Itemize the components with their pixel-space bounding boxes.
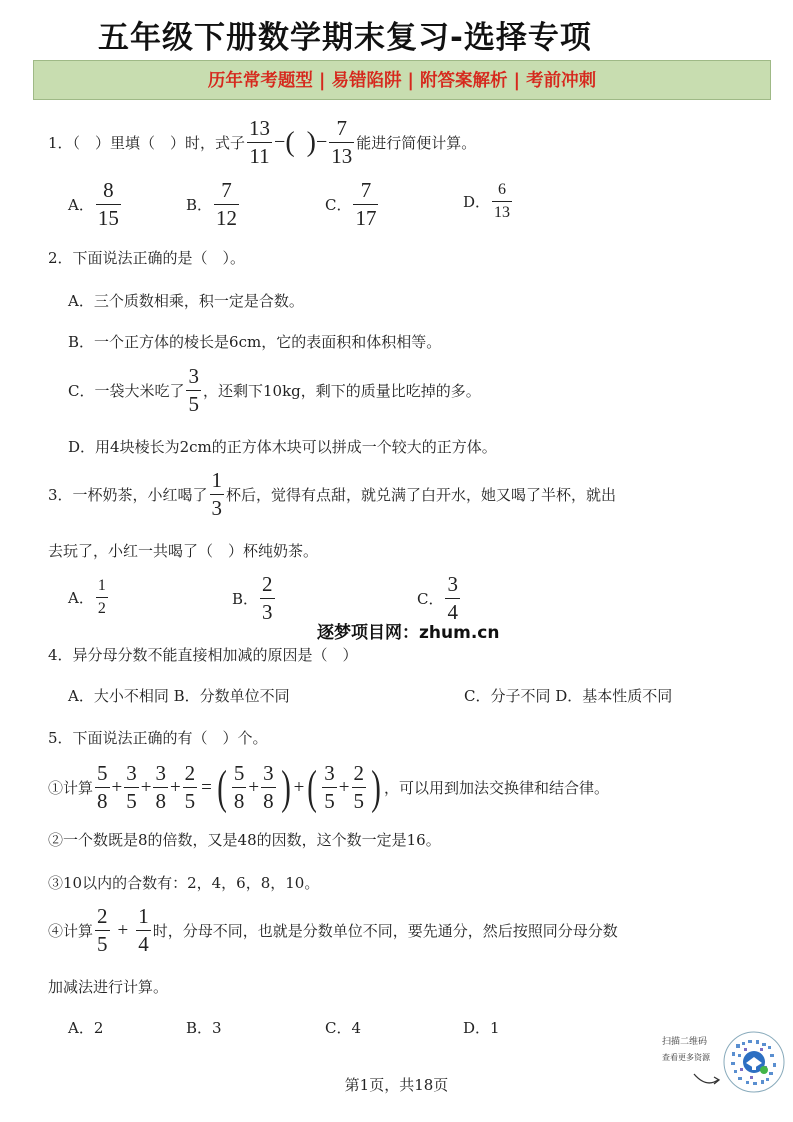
- q1-option-d: D． $\frac{6}{13}$: [463, 181, 511, 221]
- q5-statement-3: ③10以内的合数有：2，4，6，8，10。: [48, 874, 320, 892]
- q1-text-pre: 1．（ ）里填（ ）时，式子: [48, 134, 246, 152]
- qr-code-block[interactable]: [662, 1030, 787, 1112]
- q2-option-c: C．一袋大米吃了 $\frac{3}{5}$ ，还剩下10kg，剩下的质量比吃掉的多。: [68, 364, 481, 416]
- q4-options-cd: C．分子不同 D．基本性质不同: [464, 687, 673, 705]
- q5-option-c: C．4: [325, 1019, 362, 1037]
- q1-fraction-1: $\frac{13}{11}$: [249, 116, 271, 168]
- q5-option-b: B．3: [186, 1019, 222, 1037]
- q3-option-c: C． $\frac{3}{4}$: [417, 572, 458, 624]
- question-5-stem: 5．下面说法正确的有（ ）个。: [48, 729, 268, 747]
- q5-statement-2: ②一个数既是8的倍数，又是48的因数，这个数一定是16。: [48, 831, 441, 849]
- subtitle-banner: 历年常考题型 | 易错陷阱 | 附答案解析 | 考前冲刺: [33, 60, 771, 100]
- q5-statement-4-line-2: 加减法进行计算。: [48, 978, 169, 996]
- q5-statement-1: ①计算 $\frac{5}{8}$ + $\frac{3}{5}$ + $\frac{3}{8}$ + $\frac{2}{5}$ = ( $\frac{5}{8}$ + $\frac{3}{8}$ ) + ( $\frac{3}{5}$ + $\frac{2}{5}$ ) ，可以用到加法交换律和结合律。: [48, 761, 609, 814]
- q5-statement-4: ④计算 $\frac{2}{5}$ + $\frac{1}{4}$ 时，分母不同，也就是分数单位不同，要先通分，然后按照同分母分数: [48, 904, 618, 956]
- q1-right-paren: ): [306, 126, 316, 158]
- q1-minus-2: −: [315, 131, 328, 153]
- q1-option-c: C． $\frac{7}{17}$: [325, 178, 377, 230]
- q1-left-paren: (: [285, 126, 295, 158]
- question-2-stem: 2．下面说法正确的是（ ）。: [48, 249, 246, 267]
- qr-caption-2: 查看更多资源: [662, 1053, 710, 1062]
- page-footer: 第1页，共18页: [344, 1076, 449, 1094]
- q2-option-b: B．一个正方体的棱长是6cm，它的表面积和体积相等。: [68, 333, 442, 351]
- q4-options-ab: A．大小不相同 B．分数单位不同: [68, 687, 290, 705]
- q2-option-a: A．三个质数相乘，积一定是合数。: [68, 292, 304, 310]
- watermark-text: 逐梦项目网：zhum.cn: [317, 623, 500, 643]
- q5-option-d: D．1: [463, 1019, 500, 1037]
- q5-option-a: A．2: [68, 1019, 104, 1037]
- page-title: 五年级下册数学期末复习-选择专项: [98, 20, 592, 56]
- qr-code-icon: [722, 1030, 786, 1094]
- q1-text-post: 能进行简便计算。: [356, 134, 477, 152]
- q1-fraction-2: $\frac{7}{13}$: [331, 116, 353, 168]
- q3-option-a: A． $\frac{1}{2}$: [68, 577, 106, 617]
- question-3-line-2: 去玩了，小红一共喝了（ ）杯纯奶茶。: [48, 542, 319, 560]
- q2-option-d: D．用4块棱长为2cm的正方体木块可以拼成一个较大的正方体。: [68, 438, 497, 456]
- question-4-stem: 4．异分母分数不能直接相加减的原因是（ ）: [48, 646, 358, 664]
- q1-option-b: B． $\frac{7}{12}$: [186, 178, 238, 230]
- question-3-stem: 3．一杯奶茶，小红喝了 $\frac{1}{3}$ 杯后，觉得有点甜，就兑满了白开水，她又喝了半杯，就出: [48, 468, 617, 520]
- q1-minus-1: −: [274, 131, 286, 153]
- q1-option-a: A． $\frac{8}{15}$: [68, 178, 119, 230]
- arrow-icon: [692, 1070, 722, 1090]
- q3-option-b: B． $\frac{2}{3}$: [232, 572, 273, 624]
- qr-caption-1: 扫描二维码: [662, 1037, 708, 1047]
- question-1-stem: [48, 118, 476, 167]
